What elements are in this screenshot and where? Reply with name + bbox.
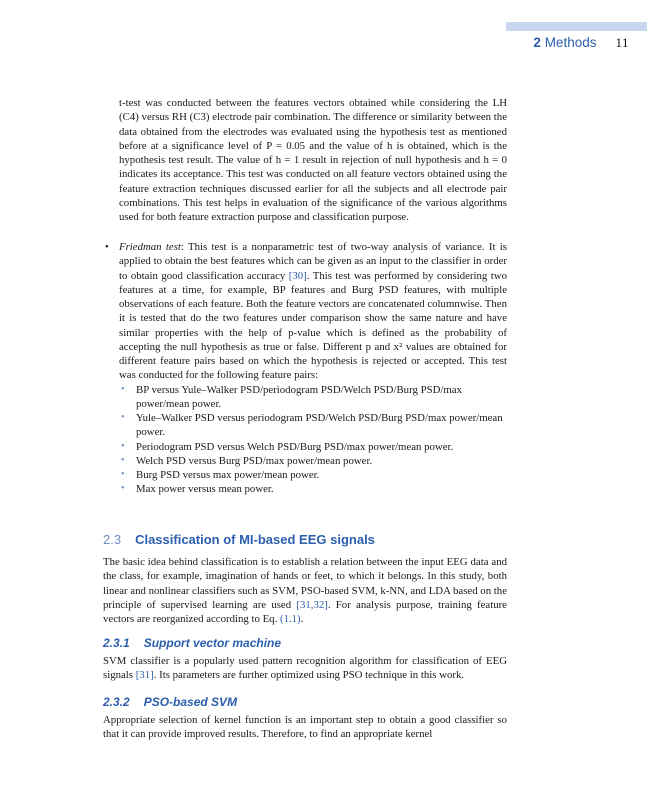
section-number: 2.3 <box>103 532 122 547</box>
citation-link[interactable]: [30] <box>288 269 307 282</box>
header-accent-bar <box>506 22 647 31</box>
paragraph-text-b: . Its parameters are further optimized using PSO technique in this work. <box>153 669 465 682</box>
chapter-number: 2 <box>533 35 541 50</box>
bullet-icon: • <box>121 483 125 495</box>
friedman-term: Friedman test <box>119 241 181 253</box>
pair-text: Periodogram PSD versus Welch PSD/Burg PSD/max power/mean power. <box>136 440 454 453</box>
section-heading-2-3-2 <box>103 695 237 709</box>
paragraph-text-c: . <box>300 613 304 625</box>
friedman-bullet <box>103 240 507 497</box>
svm-paragraph <box>103 654 507 683</box>
list-item <box>119 482 507 496</box>
ttest-text: t-test was conducted between the features vectors obtained while considering the LH (C4) versus RH (C3) electrode pair combination. The difference or similarity between the data obtained from the electrodes was evaluated using the hypothesis test as mentioned before at a significance level of P = 0.05 and the value of h is obtained, which is the hypothesis test result. The value of h = 1 result in rejection of null hypothesis and h = 0 indicates its acceptance. This test was conducted on all feature vectors obtained using the feature extraction techniques discussed earlier for all the subjects and all electrode pair combinations. This test helps in evaluation of the significance of the various algorithms used for both feature extraction purpose and classification purpose. <box>119 97 507 223</box>
section-heading-2-3-1 <box>103 636 281 650</box>
bullet-marker: • <box>105 241 109 253</box>
pair-text: Welch PSD versus Burg PSD/max power/mean power. <box>136 454 373 467</box>
section-number: 2.3.2 <box>103 695 130 709</box>
citation-link[interactable]: [31] <box>135 669 154 682</box>
feature-pairs-list <box>119 383 507 497</box>
pair-text: Max power versus mean power. <box>136 483 274 496</box>
list-item <box>119 454 507 468</box>
page-number: 11 <box>615 35 629 50</box>
pair-text: BP versus Yule–Walker PSD/periodogram PSD/Welch PSD/Burg PSD/max power/mean power. <box>136 383 462 410</box>
running-head <box>533 35 629 51</box>
section-title: Support vector machine <box>143 636 282 650</box>
chapter-label <box>533 35 596 50</box>
section-title: Classification of MI-based EEG signals <box>135 532 375 547</box>
list-item <box>103 240 507 497</box>
bullet-icon: • <box>121 440 125 452</box>
paragraph-text-a: SVM classifier is a popularly used pattern recognition algorithm for classification of EEG signals <box>103 655 507 682</box>
section-number: 2.3.1 <box>103 636 130 650</box>
paragraph-text: Appropriate selection of kernel function is an important step to obtain a good classifier so that it can provide improved results. Therefore, to find an appropriate kernel <box>103 714 507 741</box>
paragraph-text-b: . For analysis purpose, training feature vectors are reorganized according to Eq. <box>103 598 507 625</box>
pair-text: Burg PSD versus max power/mean power. <box>136 469 320 481</box>
bullet-icon: • <box>121 383 125 395</box>
friedman-text-b: . This test was performed by considering two features at a time, for example, BP features and Burg PSD features, with multiple observations of each feature. Both the feature vectors are concatenated columnwise. Then it is tested that do the two features under comparison show the same nature and have similar properties with the help of p-value which is defined as the probability of accepting the null hypothesis as true or false. Different p and x² values are obtained for different feature pairs based on which the hypothesis is rejected or accepted. This test was conducted for the following feature pairs: <box>119 269 507 382</box>
continuation-paragraph <box>119 96 507 224</box>
equation-link[interactable]: (1.1) <box>279 613 301 625</box>
section-title: PSO-based SVM <box>143 695 238 709</box>
classification-paragraph <box>103 555 507 626</box>
chapter-title: Methods <box>544 35 597 50</box>
list-item <box>119 383 507 412</box>
list-item <box>119 411 507 440</box>
friedman-text-a: : This test is a nonparametric test of two-way analysis of variance. It is applied to obtain the best features which can be given as an input to the classifier in order to obtain good classification accuracy <box>119 241 508 282</box>
friedman-paragraph <box>119 240 507 383</box>
bullet-icon: • <box>121 469 125 480</box>
bullet-icon: • <box>121 454 125 466</box>
citation-link[interactable]: [31,32] <box>296 598 328 611</box>
list-item <box>119 440 507 454</box>
pso-svm-paragraph <box>103 713 507 742</box>
pair-text: Yule–Walker PSD versus periodogram PSD/Welch PSD/Burg PSD/max power/mean power. <box>136 412 503 439</box>
paragraph-text-a: The basic idea behind classification is to establish a relation between the input EEG data and the class, for example, imagination of hands or feet, to which it belongs. In this study, both linear and nonlinear classifiers such as SVM, PSO-based SVM, k-NN, and LDA based on the principle of supervised learning are used <box>103 556 507 611</box>
section-heading-2-3 <box>103 532 375 547</box>
bullet-icon: • <box>121 412 125 423</box>
list-item <box>119 468 507 482</box>
